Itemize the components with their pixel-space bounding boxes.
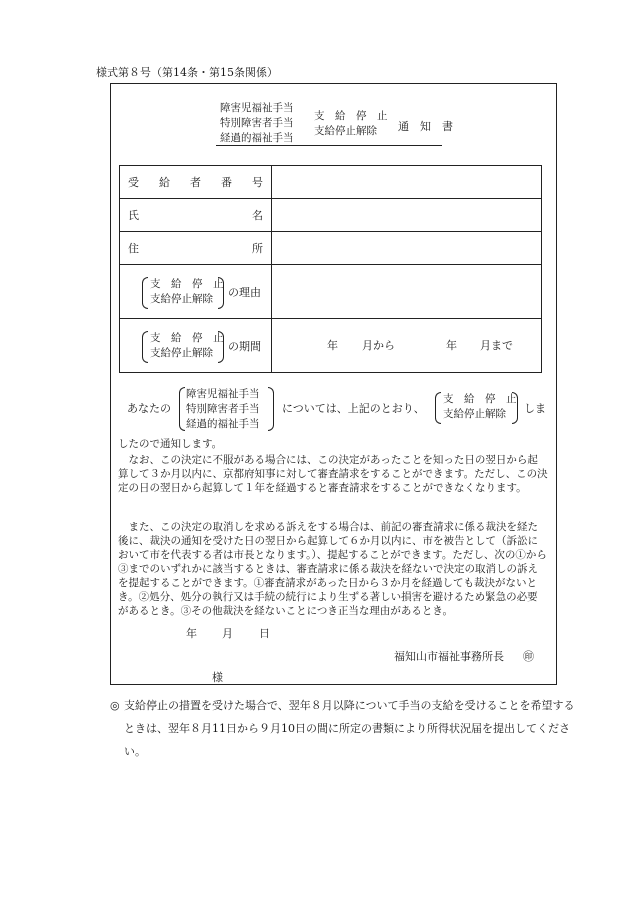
action-text: 支 給 停 止 [150, 332, 224, 344]
date-year: 年 [186, 627, 197, 640]
address-label [128, 240, 263, 256]
title-actions [314, 109, 388, 139]
to-month: 月まで [480, 339, 513, 352]
label-char: 氏 [128, 209, 139, 222]
benefit-type: 特別障害者手当 [186, 403, 260, 415]
period-actions [150, 331, 224, 361]
date-day: 日 [259, 627, 270, 640]
label-char: 者 [190, 176, 201, 189]
title-benefit-types [220, 101, 294, 146]
from-year: 年 [327, 339, 338, 352]
title-benefit-type: 特別障害者手当 [220, 117, 294, 129]
right-bracket [218, 331, 224, 363]
benefit-type: 経過的福祉手当 [186, 418, 260, 430]
action-text: 支給停止解除 [150, 347, 213, 359]
table-row [120, 319, 542, 373]
table-row [120, 199, 542, 232]
sentence-continuation: したので通知します。 [118, 438, 223, 450]
form-label: 様式第８号（第14条・第15条関係） [96, 66, 278, 79]
table-label-cell [120, 319, 272, 373]
appeal-paragraph: なお、この決定に不服がある場合には、この決定があったことを知った日の翌日から起算して３か月以内に、京都府知事に対して審査請求をすることができます。ただし、この決定の日の翌日から起算して１年を経過すると審査請求をすることができなくなります。 [118, 454, 548, 494]
action-text: 支 給 停 止 [443, 393, 517, 405]
benefit-type: 障害児福祉手当 [186, 388, 260, 400]
period-value [272, 319, 542, 373]
table-row [120, 166, 542, 199]
period-suffix: の期間 [228, 340, 261, 353]
period-fields [280, 319, 533, 372]
recipient-info-table [119, 165, 542, 373]
addressee-suffix: 様 [212, 671, 223, 684]
sentence-middle: については、上記のとおり、 [282, 402, 425, 415]
from-month: 月から [362, 339, 395, 352]
right-bracket [218, 277, 224, 309]
label-char: 名 [252, 209, 263, 222]
label-char: 給 [159, 176, 170, 189]
table-label-cell [120, 265, 272, 319]
title-suffix: 通 知 書 [398, 120, 453, 133]
table-label-cell [120, 166, 272, 199]
sentence-end: しま [524, 402, 546, 415]
label-char: 号 [252, 176, 263, 189]
table-label-cell [120, 232, 272, 265]
footnote [96, 694, 576, 763]
period-label [128, 319, 263, 372]
right-bracket [268, 387, 274, 431]
address-value [272, 232, 542, 265]
seal-mark: ㊞ [523, 650, 534, 663]
reason-label [128, 265, 263, 318]
reason-suffix: の理由 [228, 286, 261, 299]
label-char: 住 [128, 242, 139, 255]
to-year: 年 [446, 339, 457, 352]
title-benefit-type: 障害児福祉手当 [220, 102, 294, 114]
label-char: 番 [221, 176, 232, 189]
note-text: 支給停止の措置を受けた場合で、翌年８月以降について手当の支給を受けることを希望するときは、翌年８月11日から９月10日の間に所定の書類により所得状況届を提出してください。 [124, 699, 575, 758]
date-month: 月 [222, 627, 233, 640]
right-bracket [512, 392, 518, 424]
action-text: 支給停止解除 [150, 293, 213, 305]
sentence-benefit-types [186, 387, 260, 432]
title-action: 支 給 停 止 [314, 110, 388, 122]
title-underline [216, 145, 442, 146]
issuer-name: 福知山市福祉事務所長 [394, 650, 504, 663]
left-bracket [142, 277, 148, 309]
label-char: 受 [128, 176, 139, 189]
sentence-actions [443, 392, 517, 422]
left-bracket [435, 392, 441, 424]
name-label [128, 207, 263, 223]
title-action: 支給停止解除 [314, 125, 377, 137]
left-bracket [142, 331, 148, 363]
title-benefit-type: 経過的福祉手当 [220, 132, 294, 144]
recipient-number-value [272, 166, 542, 199]
action-text: 支給停止解除 [443, 408, 506, 420]
table-row [120, 232, 542, 265]
label-char: 所 [252, 242, 263, 255]
lawsuit-paragraph: また、この決定の取消しを求める訴えをする場合は、前記の審査請求に係る裁決を経た後に、裁決の通知を受けた日の翌日から起算して６か月以内に、市を被告として（訴訟において市を代表する者は市長となります。）、提起することができます。ただし、次の①から③までのいずれかに該当するときは、審査請求に係る裁決を経ないで決定の取消しの訴えを提起することができます。①審査請求があった日から３か月を経過しても裁決がないとき。②処分、処分の執行又は手続の続行により生ずる著しい損害を避けるため緊急の必要があるとき。③その他裁決を経ないことにつき正当な理由があるとき。 [118, 521, 547, 617]
table-label-cell [120, 199, 272, 232]
recipient-number-label [128, 174, 263, 190]
reason-value [272, 265, 542, 319]
table-row [120, 265, 542, 319]
left-bracket [179, 387, 185, 431]
action-text: 支 給 停 止 [150, 278, 224, 290]
note-symbol: ◎ [110, 699, 120, 712]
reason-actions [150, 277, 224, 307]
name-value [272, 199, 542, 232]
sentence-prefix: あなたの [127, 402, 171, 415]
